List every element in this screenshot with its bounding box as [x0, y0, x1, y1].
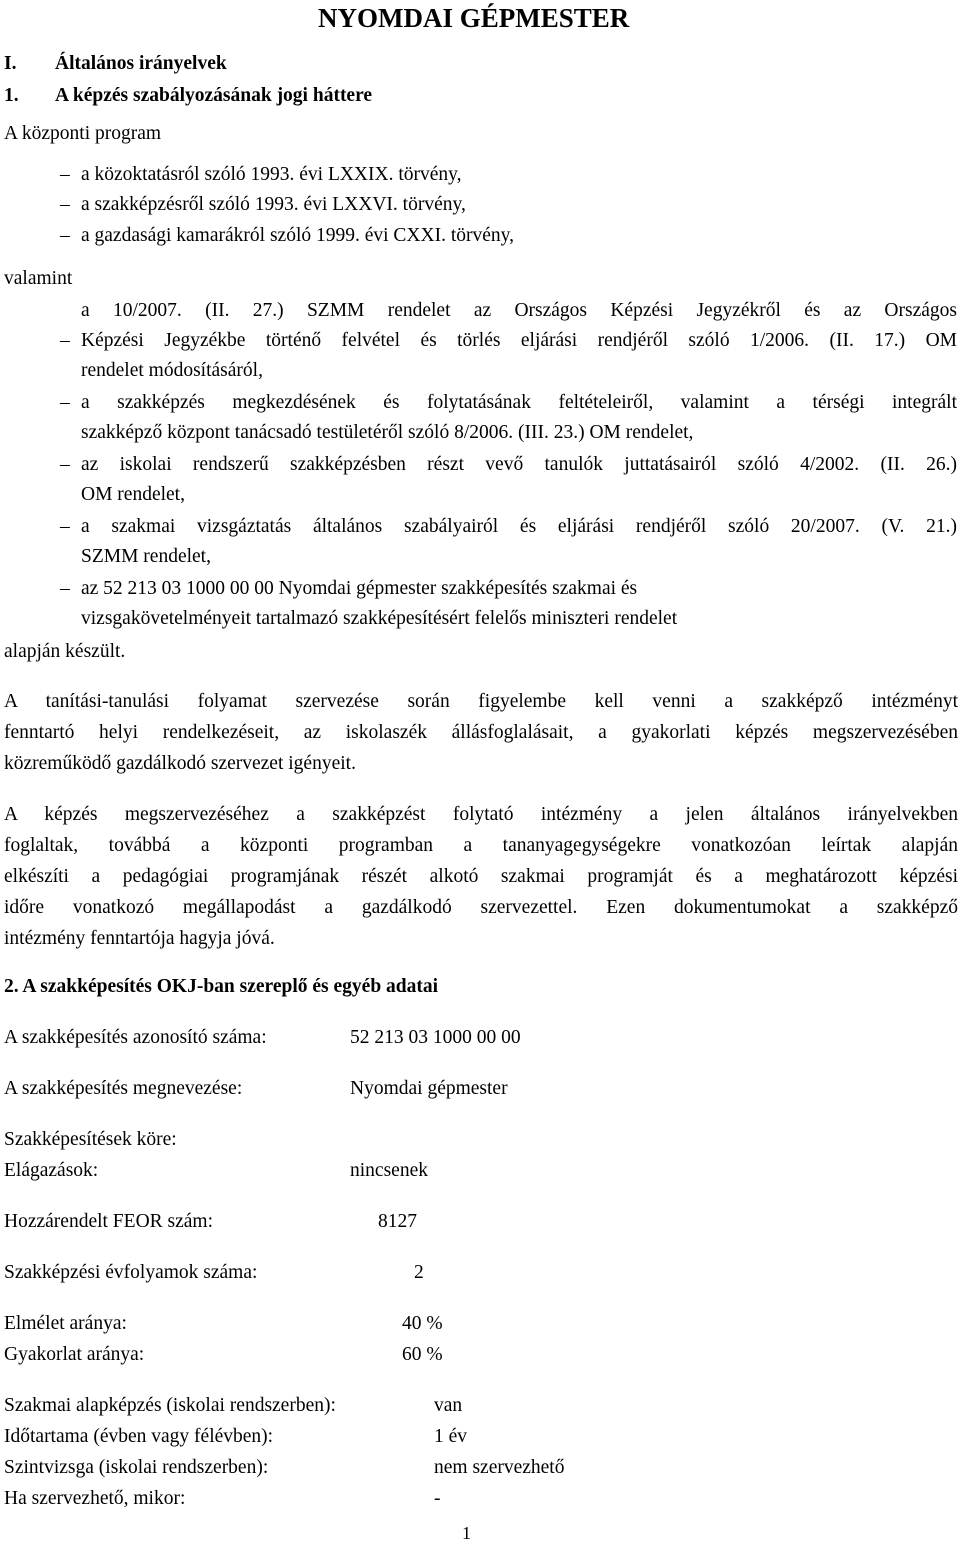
section-number: I. — [4, 53, 17, 74]
list-item: a 10/2007. (II. 27.) SZMM rendelet az Országos Képzési Jegyzékről és az Országos Képzési Jegyzékbe történő felvétel és törlés eljárási rendjéről szóló 1/2006. (II. 17.) OM rendelet módosításáról, — [81, 300, 957, 381]
paragraph: A képzés megszervezéséhez a szakképzést folytató intézmény a jelen általános irányelvekben foglaltak, továbbá a központi programban a tananyagegységekre vonatkozóan leírtak alapján elkészíti a pedagógiai programjának részét alkotó szakmai programját és a meghatározott képzési időre vonatkozó megállapodást a gazdálkodó szervezettel. Ezen dokumentumokat a szakképző intézmény fenntartója hagyja jóvá. — [4, 804, 958, 949]
list-dash: – — [60, 225, 70, 246]
field-value: 52 213 03 1000 00 00 — [350, 1027, 521, 1048]
field-label: Szakképesítések köre: — [4, 1129, 177, 1150]
field-label: Szintvizsga (iskolai rendszerben): — [4, 1457, 269, 1478]
list-dash: – — [60, 392, 70, 413]
list-item: az 52 213 03 1000 00 00 Nyomdai gépmester szakképesítés szakmai és — [81, 578, 638, 599]
page-number: 1 — [462, 1523, 471, 1543]
subsection-number: 1. — [4, 85, 19, 106]
field-value: 60 % — [402, 1344, 443, 1365]
field-value: 8127 — [378, 1211, 417, 1232]
field-value: 2 — [414, 1262, 424, 1283]
field-value: 1 év — [434, 1426, 468, 1447]
field-label: Elmélet aránya: — [4, 1313, 127, 1334]
connector-text: valamint — [4, 268, 73, 289]
list-dash: – — [60, 454, 70, 475]
list-item: a gazdasági kamarákról szóló 1999. évi CXXI. törvény, — [81, 225, 515, 246]
paragraph: A tanítási-tanulási folyamat szervezése során figyelembe kell venni a szakképző intézményt fenntartó helyi rendelkezéseit, az iskolaszék állásfoglalásait, a gyakorlati képzés megszervezésében közreműködő gazdálkodó szervezet igényeit. — [4, 691, 958, 774]
list-item: a szakmai vizsgáztatás általános szabályairól és eljárási rendjéről szóló 20/2007. (V. 21.) SZMM rendelet, — [81, 516, 957, 567]
list-dash: – — [60, 164, 70, 185]
field-label: Szakképzési évfolyamok száma: — [4, 1262, 258, 1283]
list-item: a közoktatásról szóló 1993. évi LXXIX. törvény, — [81, 164, 462, 185]
field-label: Időtartama (évben vagy félévben): — [4, 1426, 274, 1447]
field-label: Elágazások: — [4, 1160, 99, 1181]
list-item: a szakképzésről szóló 1993. évi LXXVI. törvény, — [81, 194, 466, 215]
list-dash: – — [60, 516, 70, 537]
list-item-continuation: vizsgakövetelményeit tartalmazó szakképesítésért felelős miniszteri rendelet — [81, 608, 678, 629]
field-value: nem szervezhető — [434, 1457, 565, 1478]
list-item: az iskolai rendszerű szakképzésben részt vevő tanulók juttatásairól szóló 4/2002. (II. 26.) OM rendelet, — [81, 454, 957, 505]
field-value: 40 % — [402, 1313, 443, 1334]
intro-text: A központi program — [4, 123, 162, 144]
document-title: NYOMDAI GÉPMESTER — [318, 3, 630, 33]
field-label: Ha szervezhető, mikor: — [4, 1488, 186, 1509]
subsection-heading: A képzés szabályozásának jogi háttere — [55, 85, 373, 106]
list-dash: – — [60, 578, 70, 599]
list-dash: – — [60, 194, 70, 215]
field-value: nincsenek — [350, 1160, 428, 1181]
field-label: Hozzárendelt FEOR szám: — [4, 1211, 214, 1232]
field-label: A szakképesítés megnevezése: — [4, 1078, 243, 1099]
subsection-heading: 2. A szakképesítés OKJ-ban szereplő és egyéb adatai — [4, 976, 439, 997]
closing-text: alapján készült. — [4, 641, 126, 662]
field-value: van — [434, 1395, 463, 1416]
field-label: Gyakorlat aránya: — [4, 1344, 145, 1365]
field-label: Szakmai alapképzés (iskolai rendszerben): — [4, 1395, 336, 1416]
list-item: a szakképzés megkezdésének és folytatásának feltételeiről, valamint a térségi integrált szakképző központ tanácsadó testületéről szóló 8/2006. (III. 23.) OM rendelet, — [81, 392, 957, 443]
field-value: Nyomdai gépmester — [350, 1078, 508, 1099]
field-label: A szakképesítés azonosító száma: — [4, 1027, 267, 1048]
section-heading: Általános irányelvek — [55, 53, 227, 74]
field-value: - — [434, 1488, 441, 1509]
list-dash: – — [60, 330, 70, 351]
